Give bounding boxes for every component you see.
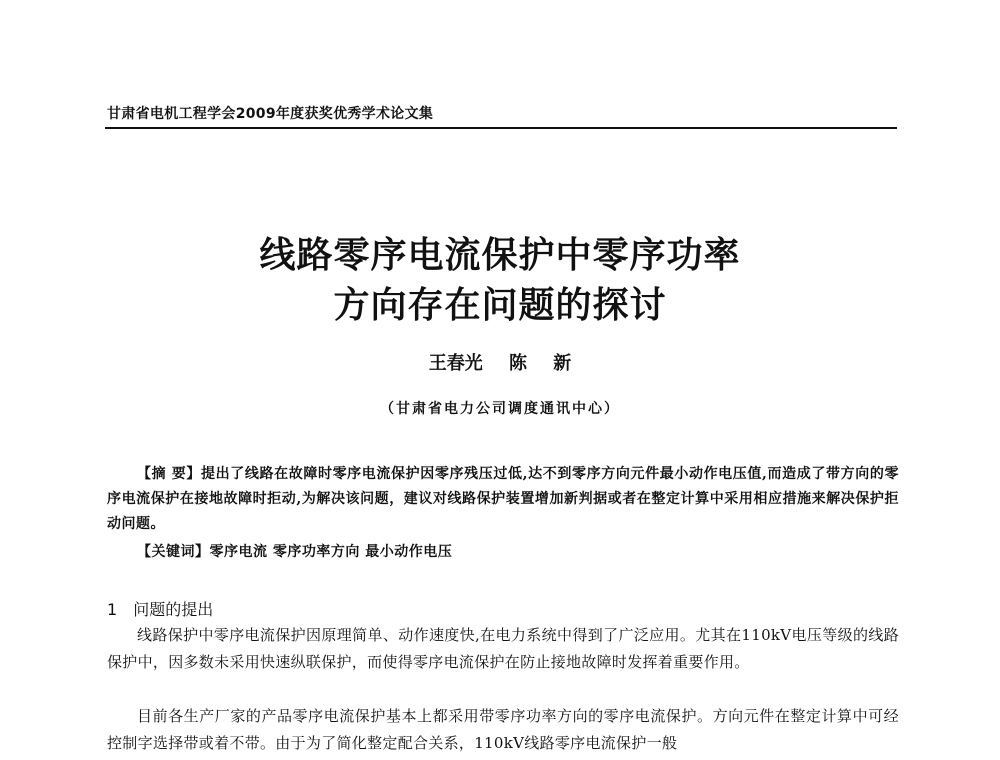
section-heading [107,597,213,620]
authors: 王春光 陈 新 [428,353,572,374]
section-number: 1 [107,600,118,619]
keywords-text: 零序电流 零序功率方向 最小动作电压 [209,544,453,560]
paper-title-line-1: 线路零序电流保护中零序功率 [259,234,741,276]
abstract-text: 提出了线路在故障时零序电流保护因零序残压过低,达不到零序方向元件最小动作电压值,而造成了带方向的零序电流保护在接地故障时拒动,为解决该问题，建议对线路保护装置增加新判据或者在整定计算中采用相应措施来解决保护拒动问题。 [107,466,900,532]
abstract-label: 【摘 要】 [137,466,201,482]
keywords-label: 【关键词】 [137,544,210,560]
section-title: 问题的提出 [133,600,214,619]
paper-title-line-2: 方向存在问题的探讨 [333,284,667,326]
affiliation: （甘肃省电力公司调度通讯中心） [380,401,620,417]
body-paragraph-1: 线路保护中零序电流保护因原理简单、动作速度快,在电力系统中得到了广泛应用。尤其在110kV电压等级的线路保护中，因多数未采用快速纵联保护，而使得零序电流保护在防止接地故障时发挥着重要作用。 [107,626,899,671]
body-paragraph-2: 目前各生产厂家的产品零序电流保护基本上都采用带零序功率方向的零序电流保护。方向元件在整定计算中可经控制字选择带或着不带。由于为了简化整定配合关系，110kV线路零序电流保护一般 [107,707,899,752]
header-rule [105,127,897,129]
running-header: 甘肃省电机工程学会2009年度获奖优秀学术论文集 [107,106,434,122]
keywords [137,541,452,561]
abstract [107,462,899,537]
